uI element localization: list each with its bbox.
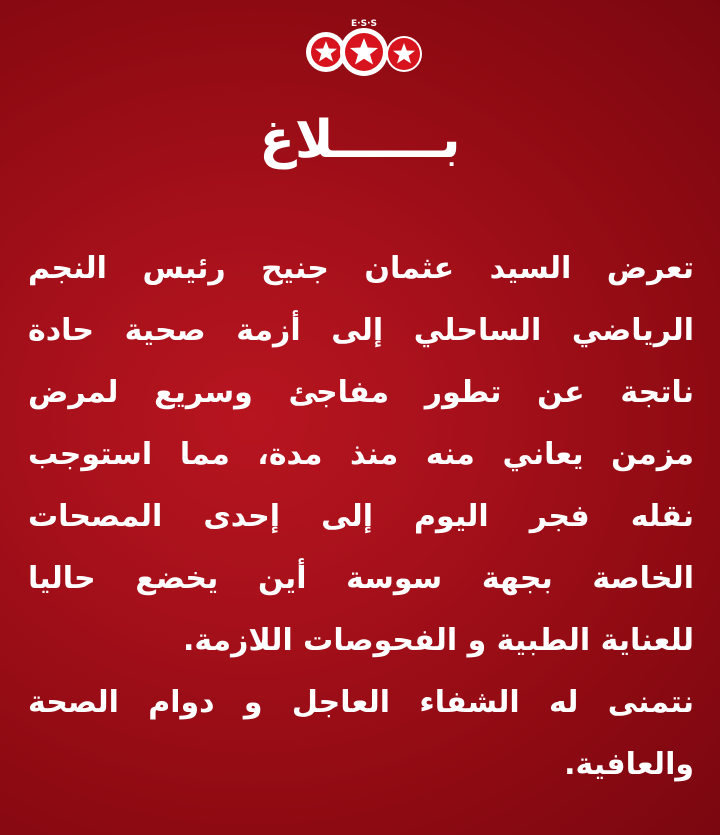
club-crests-icon — [300, 14, 425, 78]
page-title: بــــــلاغ — [259, 110, 461, 170]
club-logos — [300, 14, 425, 78]
body-line-9: والعافية. — [564, 747, 694, 782]
body-line-3: ناتجة عن تطور مفاجئ وسريع لمرض — [28, 375, 694, 410]
announcement-body — [28, 238, 694, 796]
body-line-4: مزمن يعاني منه منذ مدة، مما استوجب — [28, 437, 694, 472]
club-initials: E·S·S — [351, 19, 377, 29]
body-line-1: تعرض السيد عثمان جنيح رئيس النجم — [28, 251, 694, 286]
body-line-2: الرياضي الساحلي إلى أزمة صحية حادة — [28, 313, 694, 348]
crest-right-icon — [386, 36, 422, 72]
body-line-5: نقله فجر اليوم إلى إحدى المصحات — [28, 499, 694, 534]
crest-center-icon — [340, 19, 388, 76]
body-line-8: نتمنى له الشفاء العاجل و دوام الصحة — [28, 685, 694, 720]
body-line-6: الخاصة بجهة سوسة أين يخضع حاليا — [28, 561, 694, 596]
body-line-7: للعناية الطبية و الفحوصات اللازمة. — [182, 623, 694, 658]
